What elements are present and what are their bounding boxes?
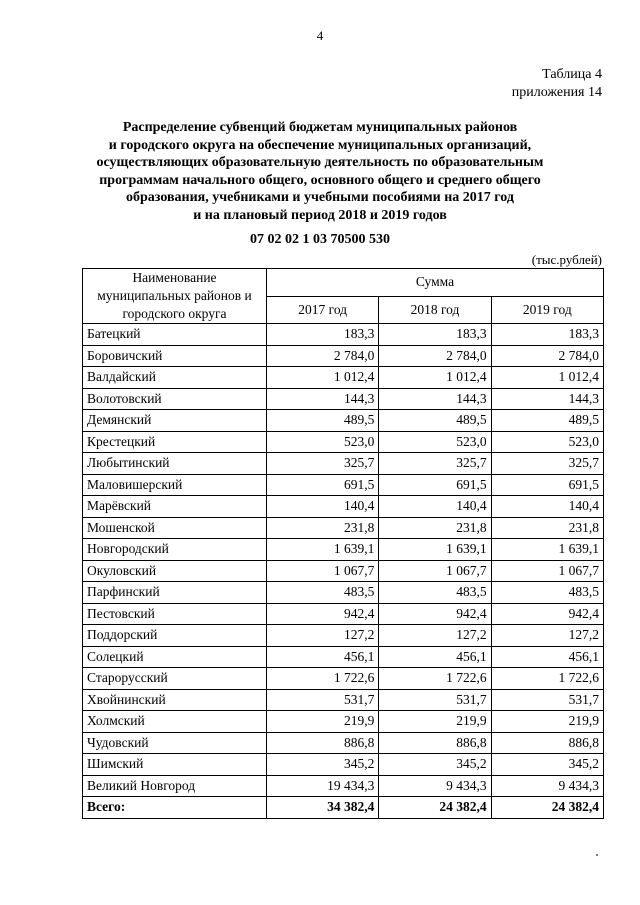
municipality-name: Валдайский <box>83 367 267 389</box>
table-row <box>83 517 604 539</box>
title-line: образования, учебниками и учебными пособиями на 2017 год <box>125 190 514 205</box>
value-2018: 127,2 <box>379 625 491 647</box>
table-row <box>83 603 604 625</box>
table-ref-line-1: Таблица 4 <box>542 67 602 82</box>
municipality-name: Великий Новгород <box>83 775 267 797</box>
municipality-name: Старорусский <box>83 668 267 690</box>
value-2019: 325,7 <box>491 453 603 475</box>
value-2018: 523,0 <box>379 431 491 453</box>
value-2019: 456,1 <box>491 646 603 668</box>
municipality-name: Солецкий <box>83 646 267 668</box>
value-2018: 531,7 <box>379 689 491 711</box>
value-2019: 2 784,0 <box>491 345 603 367</box>
value-2019: 886,8 <box>491 732 603 754</box>
municipality-name: Демянский <box>83 410 267 432</box>
value-2018: 325,7 <box>379 453 491 475</box>
value-2018: 1 067,7 <box>379 560 491 582</box>
value-2019: 140,4 <box>491 496 603 518</box>
value-2017: 19 434,3 <box>267 775 379 797</box>
table-row <box>83 410 604 432</box>
value-2019: 691,5 <box>491 474 603 496</box>
municipality-name: Крестецкий <box>83 431 267 453</box>
value-2017: 127,2 <box>267 625 379 647</box>
header-municipality-name: Наименование муниципальных районов и городского округа <box>83 269 267 324</box>
value-2019: 345,2 <box>491 754 603 776</box>
value-2017: 345,2 <box>267 754 379 776</box>
title-line: и городского округа на обеспечение муниципальных организаций, <box>108 137 532 153</box>
table-row <box>83 345 604 367</box>
value-2018: 183,3 <box>379 324 491 346</box>
value-2019: 9 434,3 <box>491 775 603 797</box>
table-row <box>83 689 604 711</box>
table-row <box>83 539 604 561</box>
value-2018: 1 722,6 <box>379 668 491 690</box>
total-2017: 34 382,4 <box>267 797 379 819</box>
value-2019: 1 067,7 <box>491 560 603 582</box>
value-2019: 523,0 <box>491 431 603 453</box>
municipality-name: Марёвский <box>83 496 267 518</box>
table-row <box>83 732 604 754</box>
value-2017: 219,9 <box>267 711 379 733</box>
value-2018: 9 434,3 <box>379 775 491 797</box>
table-row <box>83 496 604 518</box>
value-2019: 144,3 <box>491 388 603 410</box>
value-2018: 2 784,0 <box>379 345 491 367</box>
table-row <box>83 754 604 776</box>
table-row <box>83 560 604 582</box>
table-ref-line-2: приложения 14 <box>511 85 602 100</box>
subventions-table <box>82 268 604 819</box>
value-2018: 483,5 <box>379 582 491 604</box>
table-row <box>83 431 604 453</box>
budget-classification-code: 07 02 02 1 03 70500 530 <box>250 232 390 247</box>
header-sum: Сумма <box>267 269 604 297</box>
municipality-name: Пестовский <box>83 603 267 625</box>
value-2019: 231,8 <box>491 517 603 539</box>
value-2018: 144,3 <box>379 388 491 410</box>
value-2017: 1 067,7 <box>267 560 379 582</box>
value-2018: 231,8 <box>379 517 491 539</box>
table-row <box>83 668 604 690</box>
title-line: программам начального общего, основного общего и среднего общего <box>99 172 541 188</box>
value-2018: 456,1 <box>379 646 491 668</box>
title-line: Распределение субвенций бюджетам муниципальных районов <box>122 120 518 135</box>
value-2017: 2 784,0 <box>267 345 379 367</box>
table-row <box>83 582 604 604</box>
value-2019: 219,9 <box>491 711 603 733</box>
value-2017: 1 722,6 <box>267 668 379 690</box>
table-row <box>83 646 604 668</box>
value-2017: 183,3 <box>267 324 379 346</box>
municipality-name: Окуловский <box>83 560 267 582</box>
table-row <box>83 367 604 389</box>
municipality-name: Шимский <box>83 754 267 776</box>
municipality-name: Хвойнинский <box>83 689 267 711</box>
value-2017: 523,0 <box>267 431 379 453</box>
total-2019: 24 382,4 <box>491 797 603 819</box>
header-year-2018: 2018 год <box>379 296 491 324</box>
value-2018: 942,4 <box>379 603 491 625</box>
municipality-name: Маловишерский <box>83 474 267 496</box>
municipality-name: Чудовский <box>83 732 267 754</box>
total-2018: 24 382,4 <box>379 797 491 819</box>
value-2018: 886,8 <box>379 732 491 754</box>
value-2018: 1 012,4 <box>379 367 491 389</box>
municipality-name: Волотовский <box>83 388 267 410</box>
value-2019: 531,7 <box>491 689 603 711</box>
municipality-name: Новгородский <box>83 539 267 561</box>
table-row <box>83 388 604 410</box>
value-2017: 886,8 <box>267 732 379 754</box>
value-2017: 942,4 <box>267 603 379 625</box>
value-2017: 140,4 <box>267 496 379 518</box>
total-label: Всего: <box>83 797 267 819</box>
units-label: (тыс.рублей) <box>531 252 602 267</box>
header-year-2019: 2019 год <box>491 296 603 324</box>
value-2017: 489,5 <box>267 410 379 432</box>
value-2018: 140,4 <box>379 496 491 518</box>
value-2018: 691,5 <box>379 474 491 496</box>
municipality-name: Батецкий <box>83 324 267 346</box>
value-2019: 942,4 <box>491 603 603 625</box>
value-2019: 127,2 <box>491 625 603 647</box>
table-row <box>83 625 604 647</box>
value-2017: 144,3 <box>267 388 379 410</box>
table-row <box>83 324 604 346</box>
value-2019: 483,5 <box>491 582 603 604</box>
table-header-row <box>83 269 604 297</box>
value-2019: 1 012,4 <box>491 367 603 389</box>
value-2017: 1 639,1 <box>267 539 379 561</box>
table-row <box>83 775 604 797</box>
value-2018: 219,9 <box>379 711 491 733</box>
scan-dot <box>596 854 598 856</box>
value-2017: 325,7 <box>267 453 379 475</box>
municipality-name: Поддорский <box>83 625 267 647</box>
value-2017: 483,5 <box>267 582 379 604</box>
value-2017: 1 012,4 <box>267 367 379 389</box>
title-line: осуществляющих образовательную деятельность по образовательным <box>96 155 544 170</box>
value-2018: 345,2 <box>379 754 491 776</box>
value-2019: 1 639,1 <box>491 539 603 561</box>
table-body <box>83 324 604 797</box>
table-reference <box>512 66 602 102</box>
value-2018: 1 639,1 <box>379 539 491 561</box>
value-2019: 489,5 <box>491 410 603 432</box>
municipality-name: Мошенской <box>83 517 267 539</box>
value-2019: 1 722,6 <box>491 668 603 690</box>
page-number: 4 <box>316 28 324 43</box>
value-2018: 489,5 <box>379 410 491 432</box>
total-row <box>83 797 604 819</box>
header-year-2017: 2017 год <box>267 296 379 324</box>
value-2017: 691,5 <box>267 474 379 496</box>
title-line: и на плановый период 2018 и 2019 годов <box>193 207 447 223</box>
value-2019: 183,3 <box>491 324 603 346</box>
value-2017: 231,8 <box>267 517 379 539</box>
municipality-name: Любытинский <box>83 453 267 475</box>
document-title <box>40 119 600 224</box>
value-2017: 456,1 <box>267 646 379 668</box>
municipality-name: Парфинский <box>83 582 267 604</box>
value-2017: 531,7 <box>267 689 379 711</box>
municipality-name: Боровичский <box>83 345 267 367</box>
table-row <box>83 474 604 496</box>
table-row <box>83 453 604 475</box>
table-row <box>83 711 604 733</box>
municipality-name: Холмский <box>83 711 267 733</box>
